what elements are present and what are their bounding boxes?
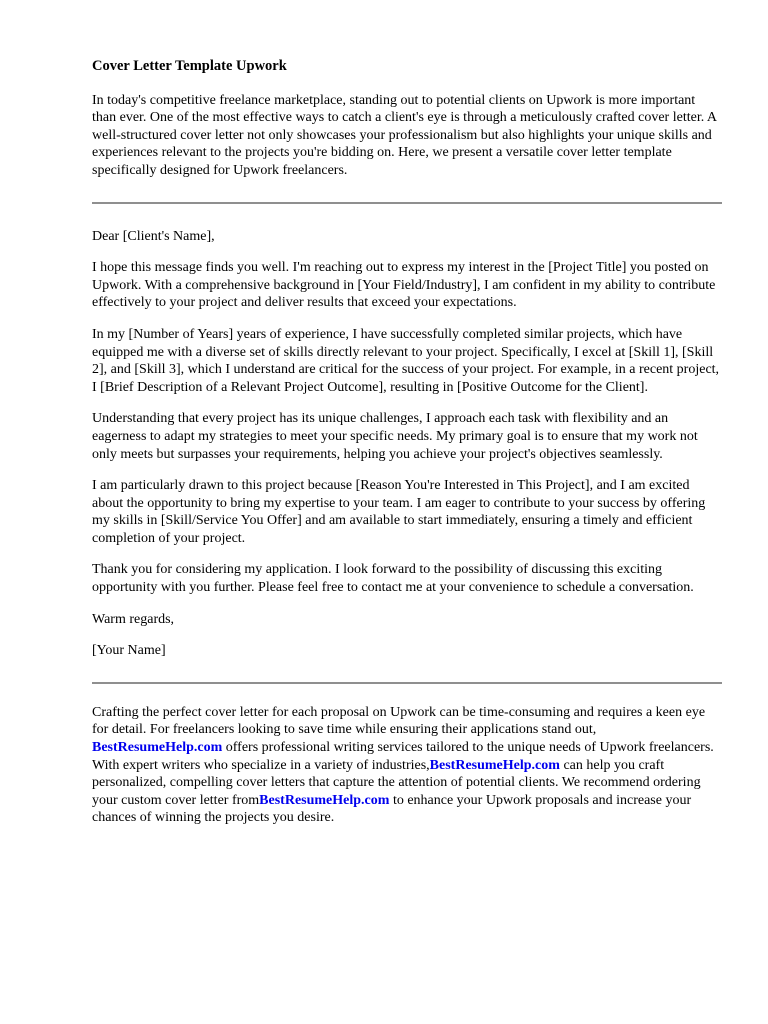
bestresumehelp-link-3[interactable]: BestResumeHelp.com	[259, 792, 390, 808]
bestresumehelp-link-2[interactable]: BestResumeHelp.com	[429, 757, 560, 773]
letter-paragraph-2: In my [Number of Years] years of experience, I have successfully completed similar projects, which have equipped me with a diverse set of skills directly relevant to your project. Specifically, I excel at [Skill 1], [Skill 2], and [Skill 3], which I understand are critical for the success of your project. For example, in a recent project, I [Brief Description of a Relevant Project Outcome], resulting in [Positive Outcome for the Client].	[92, 326, 720, 395]
letter-paragraph-4: I am particularly drawn to this project because [Reason You're Interested in This Project], and I am excited about the opportunity to bring my expertise to your team. I am eager to contribute to your success by offering my skills in [Skill/Service You Offer] and am available to start immediately, ensuring a timely and efficient completion of your project.	[92, 478, 706, 546]
letter-paragraph-3: Understanding that every project has its unique challenges, I approach each task with flexibility and an eagerness to adapt my strategies to meet your specific needs. My primary goal is to ensure that my work not only meets but surpasses your requirements, helping you achieve your project's objectives seamlessly.	[92, 411, 698, 462]
closing-text-2: offers professional writing services tailored to the unique needs of Upwork freelancers. With expert writers who specialize in a variety of industries,	[92, 740, 714, 773]
closing-text-4: to enhance your Upwork proposals and increase your chances of winning the projects you desire.	[92, 792, 692, 826]
top-divider	[92, 202, 722, 204]
bestresumehelp-link-1[interactable]: BestResumeHelp.com	[92, 740, 223, 756]
closing-paragraph	[92, 704, 722, 827]
closing-text-3: can help you craft personalized, compelling cover letters that capture the attention of potential clients. We recommend ordering your custom cover letter from	[92, 757, 701, 808]
page-title: Cover Letter Template Upwork	[92, 58, 287, 74]
closing-text-1: Crafting the perfect cover letter for each proposal on Upwork can be time-consuming and requires a keen eye for detail. For freelancers looking to save time while ensuring their applications stand out,	[92, 704, 706, 738]
intro-paragraph: In today's competitive freelance marketplace, standing out to potential clients on Upwork is more important than ever. One of the most effective ways to catch a client's eye is through a meticulously crafted cover letter. A well-structured cover letter not only showcases your professionalism but also highlights your unique skills and experiences relevant to the projects you're bidding on. Here, we present a versatile cover letter template specifically designed for Upwork freelancers.	[92, 92, 717, 178]
greeting-line: Dear [Client's Name],	[92, 228, 215, 244]
signature-placeholder: [Your Name]	[92, 643, 166, 659]
letter-paragraph-5: Thank you for considering my application. I look forward to the possibility of discussing this exciting opportunity with you further. Please feel free to contact me at your convenience to schedule a conversation.	[92, 562, 694, 596]
signoff-line: Warm regards,	[92, 611, 175, 627]
bottom-divider	[92, 682, 722, 684]
letter-paragraph-1: I hope this message finds you well. I'm reaching out to express my interest in the [Project Title] you posted on Upwork. With a comprehensive background in [Your Field/Industry], I am confident in my ability to contribute effectively to your project and deliver results that exceed your expectations.	[92, 260, 716, 311]
